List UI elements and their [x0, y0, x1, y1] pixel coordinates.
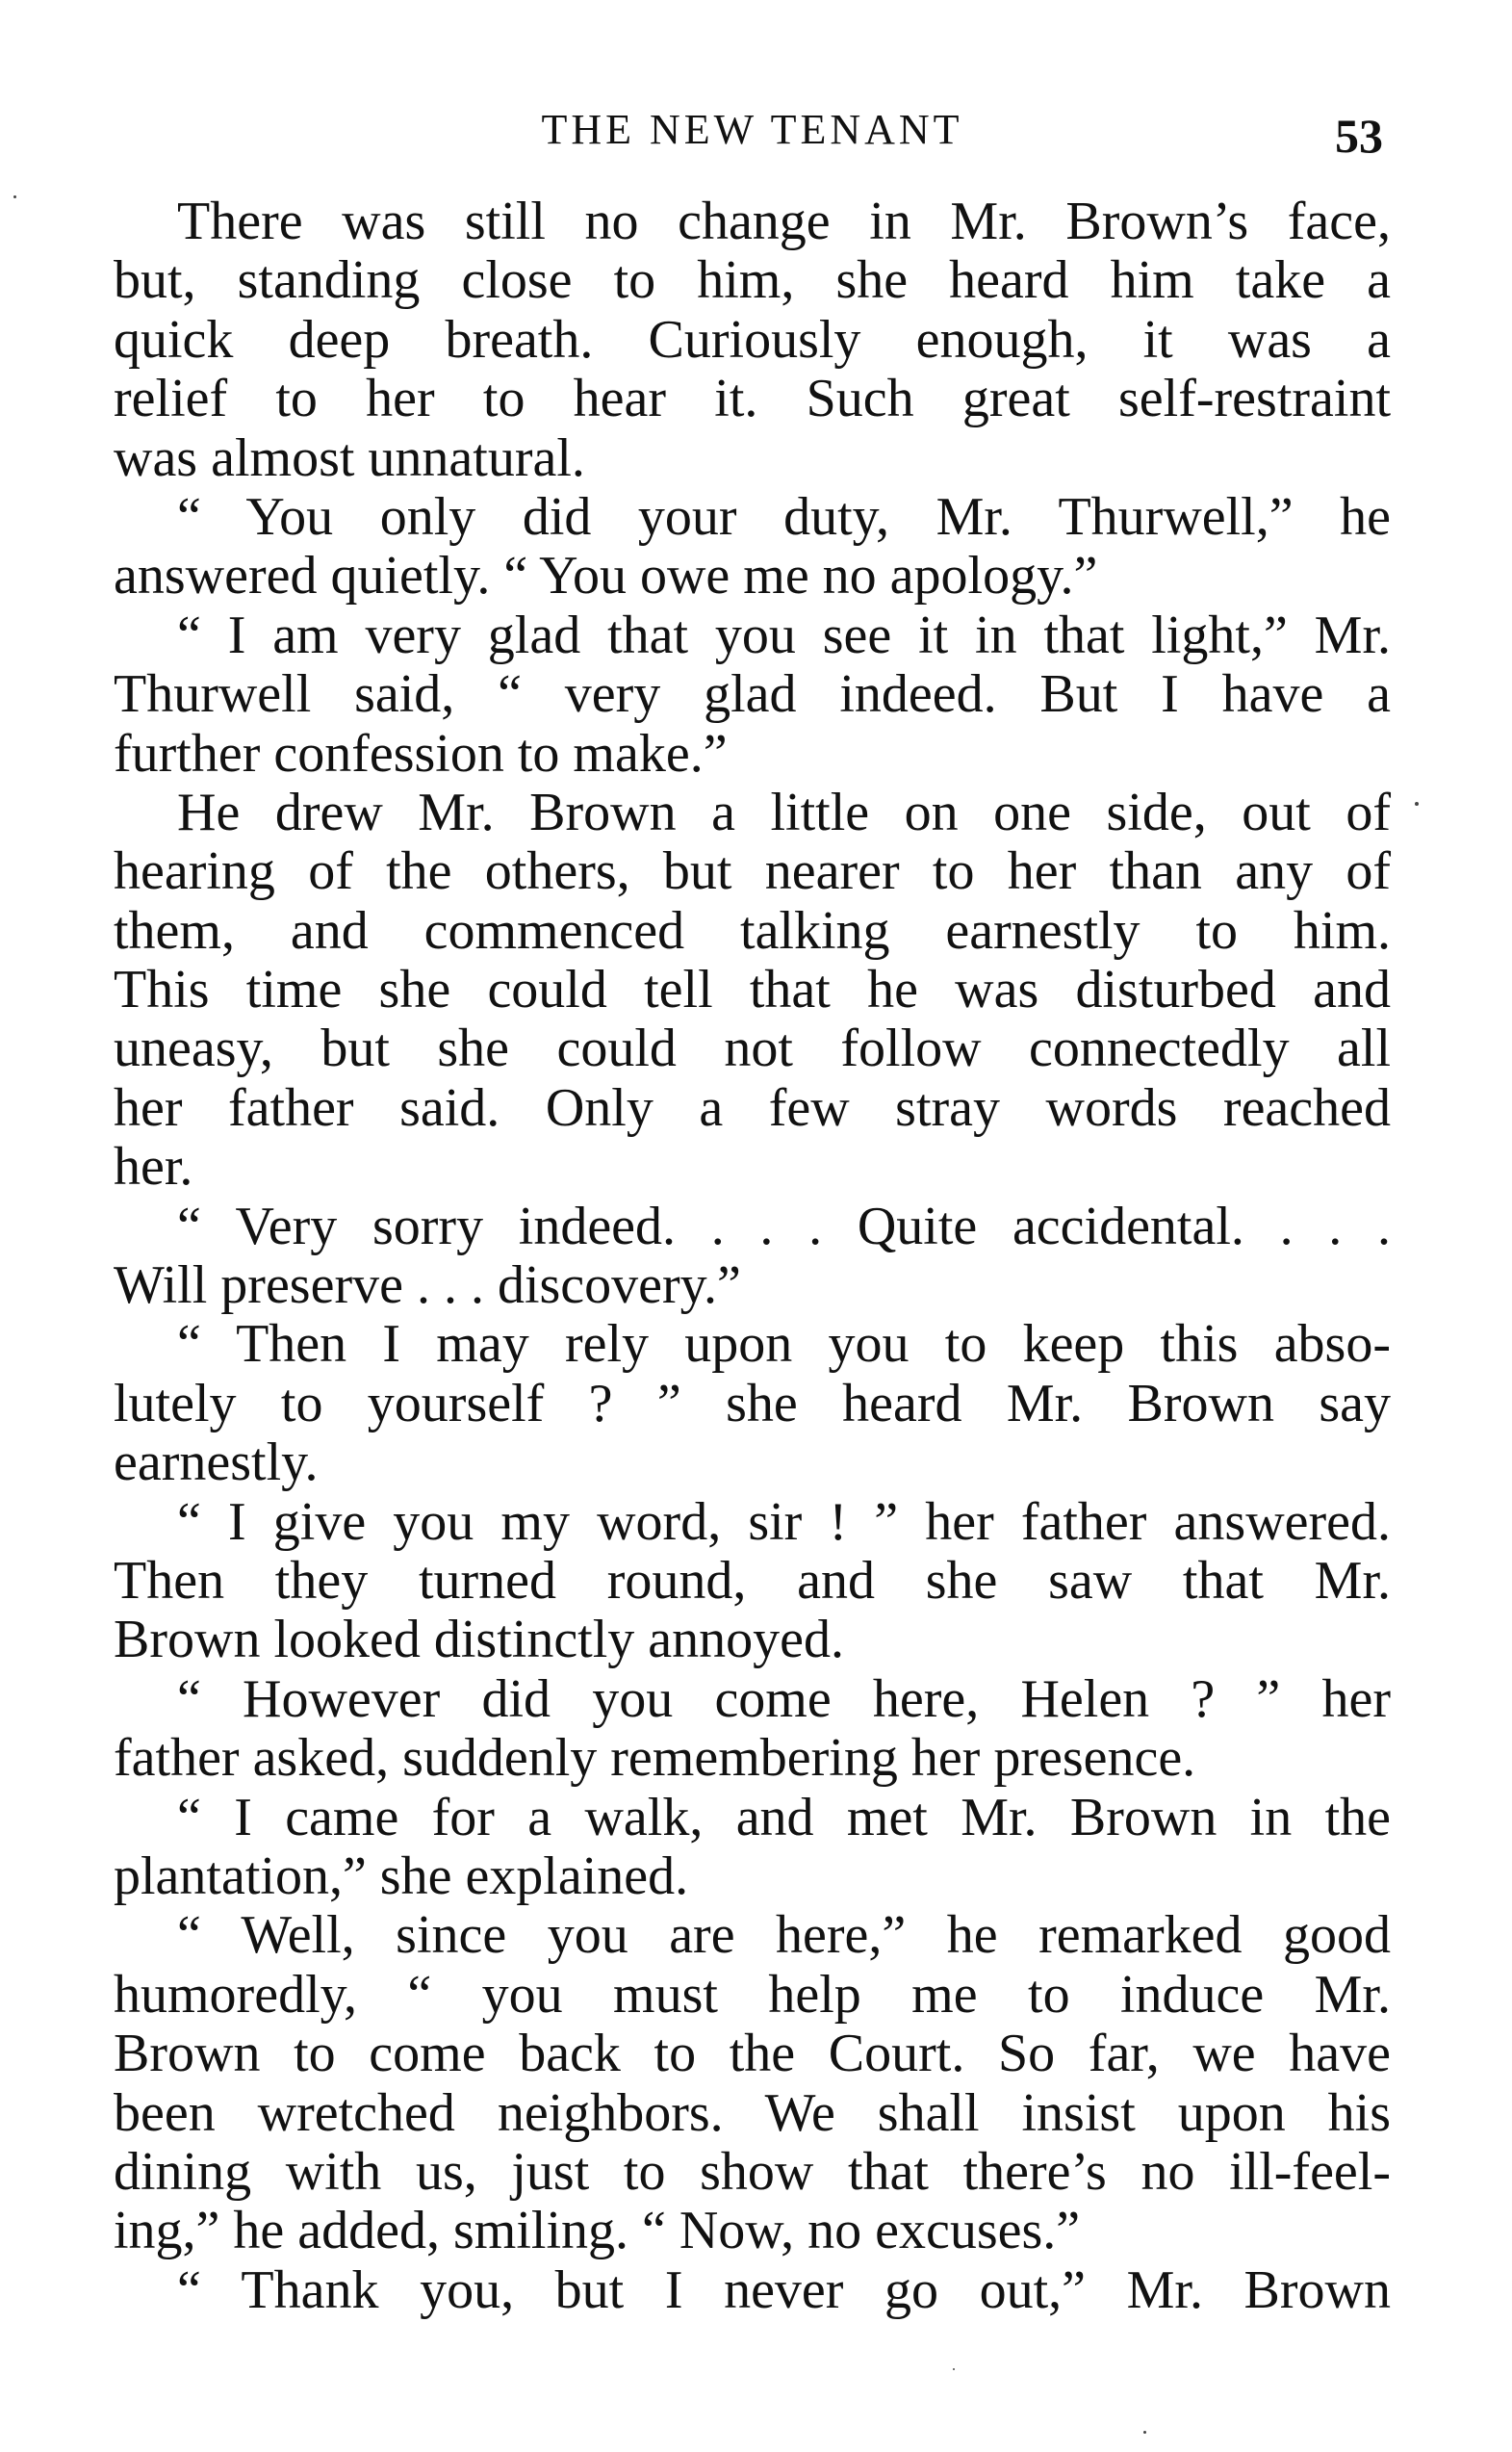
text-line: Will preserve . . . discovery.” [114, 1255, 741, 1316]
text-line: relief to her to hear it. Such great self-restraint [114, 369, 1391, 429]
text-line: them, and commenced talking earnestly to him. [114, 900, 1391, 961]
text-line: “ However did you come here, Helen ? ” her [177, 1668, 1391, 1729]
text-line: Brown to come back to the Court. So far, we have [114, 2024, 1391, 2084]
paragraph [114, 1670, 1391, 1789]
running-header [114, 101, 1391, 168]
text-line: Thurwell said, “ very glad indeed. But I have a [114, 664, 1391, 725]
text-line: been wretched neighbors. We shall insist upon his [114, 2082, 1391, 2143]
paragraph [114, 1493, 1391, 1670]
paragraph [114, 1198, 1391, 1316]
text-line: but, standing close to him, she heard him take a [114, 250, 1391, 311]
text-line: “ Then I may rely upon you to keep this abso- [177, 1314, 1391, 1375]
text-line: lutely to yourself ? ” she heard Mr. Brown say [114, 1373, 1391, 1433]
text-line: “ I give you my word, sir ! ” her father answered. [177, 1491, 1391, 1552]
text-line: There was still no change in Mr. Brown’s face, [177, 192, 1391, 251]
text-line: “ You only did your duty, Mr. Thurwell,” he [177, 486, 1391, 547]
text-line: father asked, suddenly remembering her presence. [114, 1728, 1196, 1789]
text-line: He drew Mr. Brown a little on one side, out of [177, 782, 1391, 842]
paper-speck [13, 195, 16, 198]
paragraph [114, 607, 1391, 784]
text-line: ing,” he added, smiling. “ Now, no excuses.” [114, 2201, 1081, 2261]
text-line: answered quietly. “ You owe me no apology.” [114, 546, 1098, 607]
text-line: quick deep breath. Curiously enough, it was a [114, 309, 1391, 370]
page-number: 53 [1335, 109, 1383, 163]
body-text [114, 193, 1391, 2320]
text-line: plantation,” she explained. [114, 1845, 689, 1906]
text-line: her. [114, 1137, 193, 1198]
text-line: “ Very sorry indeed. . . . Quite accidental. . . . [177, 1196, 1391, 1256]
paragraph [114, 784, 1391, 1198]
text-line: was almost unnatural. [114, 427, 585, 488]
text-line: dining with us, just to show that there’s no ill-feel- [114, 2141, 1391, 2202]
text-line: “ I am very glad that you see it in that light,” Mr. [177, 605, 1391, 665]
text-line: “ I came for a walk, and met Mr. Brown in the [177, 1787, 1391, 1847]
text-line: Then they turned round, and she saw that Mr. [114, 1550, 1391, 1611]
paragraph [114, 193, 1391, 488]
paragraph [114, 1789, 1391, 1907]
paragraph [114, 2261, 1391, 2320]
text-line: humoredly, “ you must help me to induce Mr. [114, 1964, 1391, 2025]
text-line: “ Thank you, but I never go out,” Mr. Brown [177, 2259, 1391, 2320]
paragraph [114, 488, 1391, 607]
paper-speck [1143, 2431, 1146, 2434]
text-line: earnestly. [114, 1432, 319, 1493]
paper-speck [1415, 802, 1419, 806]
text-line: This time she could tell that he was disturbed and [114, 960, 1391, 1020]
paragraph [114, 1315, 1391, 1492]
text-line: “ Well, since you are here,” he remarked good [177, 1905, 1391, 1966]
text-line: hearing of the others, but nearer to her than any of [114, 841, 1391, 902]
text-line: her father said. Only a few stray words reached [114, 1077, 1391, 1138]
paragraph [114, 1906, 1391, 2260]
text-line: Brown looked distinctly annoyed. [114, 1610, 845, 1670]
paper-speck [953, 2368, 955, 2370]
running-title: THE NEW TENANT [541, 106, 963, 153]
text-line: uneasy, but she could not follow connectedly all [114, 1019, 1391, 1079]
text-line: further confession to make.” [114, 723, 728, 784]
